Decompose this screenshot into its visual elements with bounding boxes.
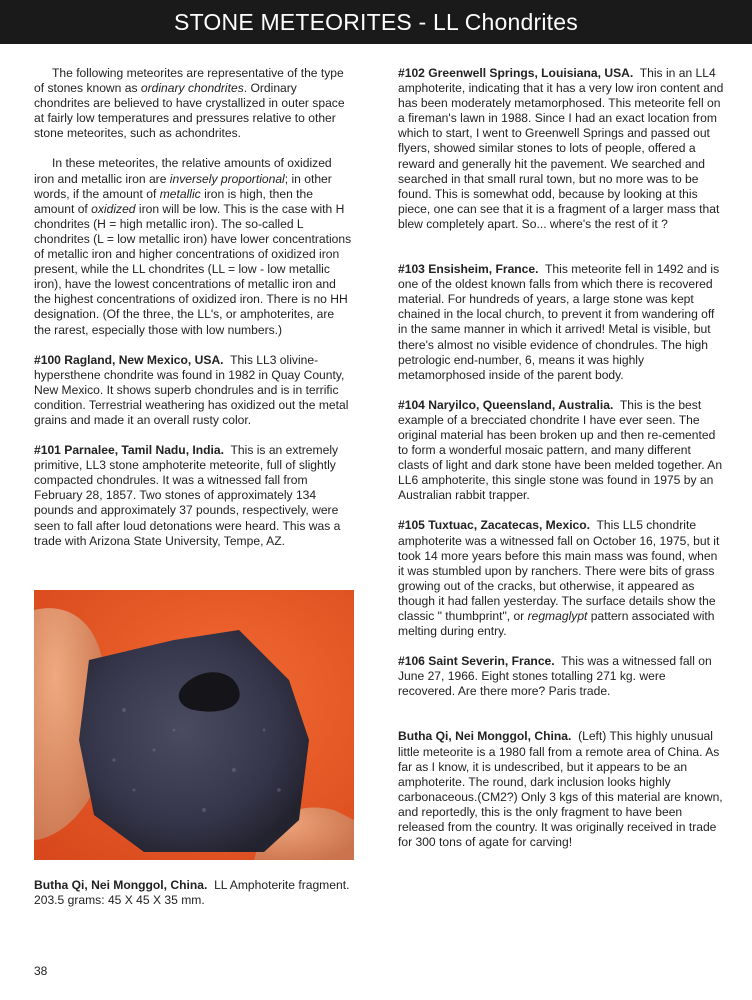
- entry-101: #101 Parnalee, Tamil Nadu, India. This is an extremely primitive, LL3 stone amphoterite meteorite, full of slightly compacted chondrules. It was a witnessed fall from February 28, 1857. Two stones of approximately 134 pounds and approximately 37 pounds, respectively, were seen to fall after loud detonations were heard. This was a trade with Arizona State University, Tempe, AZ.: [34, 443, 341, 548]
- right-column: [398, 66, 724, 865]
- entry-104: #104 Naryilco, Queensland, Australia. This is the best example of a brecciated chondrite I have ever seen. The original material has been broken up and then re-cemented to form a wonderful mosaic pattern, and many different clasts of light and dark stone have been melded together. An LL6 amphoterite, this single stone was found in 1975 by an Australian rabbit trapper.: [398, 397, 723, 503]
- page-title: STONE METEORITES - LL Chondrites: [0, 0, 752, 44]
- meteorite-image: [34, 590, 354, 860]
- photo-caption: Butha Qi, Nei Monggol, China. LL Amphoterite fragment. 203.5 grams: 45 X 45 X 35 mm.: [34, 878, 350, 908]
- entry-105: #105 Tuxtuac, Zacatecas, Mexico. This LL5 chondrite amphoterite was a witnessed fall on October 16, 1975, but it took 14 more years before this main mass was found, when it was stumbled upon by ranchers. There were bits of grass growing out of the cracks, but otherwise, it appeared as though it had fallen yesterday. The surface details show the classic " thumbprint", or regmaglypt pattern associated with melting during entry.: [398, 518, 720, 639]
- intro-paragraph-1: The following meteorites are representative of the type of stones known as ordinary chondrites. Ordinary chondrites are believed to have crystallized in outer space at fairly low temperatures and pressures relative to other stone meteorites, such as achondrites.: [34, 66, 345, 141]
- page-number: 38: [34, 964, 48, 978]
- entry-106: #106 Saint Severin, France. This was a witnessed fall on June 27, 1966. Eight stones totalling 271 kg. were recovered. Are there more? Paris trade.: [398, 654, 712, 699]
- intro-paragraph-2: In these meteorites, the relative amounts of oxidized iron and metallic iron are inversely proportional; in other words, if the amount of metallic iron is high, then the amount of oxidized iron will be low. This is the case with H chondrites (H = high metallic iron). The so-called L chondrites (L = low metallic iron) have lower concentrations of metallic iron and higher concentrations of oxidized iron present, while the LL chondrites (LL = low - low metallic iron), have the lowest concentrations of metallic iron and the highest concentrations of oxidized iron. There is no HH designation. (Of the three, the LL's, or amphoterites, are the rarest, especially those with low numbers.): [34, 156, 352, 337]
- entry-100: #100 Ragland, New Mexico, USA. This LL3 olivine-hypersthene chondrite was found in 1982 in Quay County, New Mexico. It shows superb chondrules and is in terrific condition. Terrestrial weathering has oxidized out the metal grains and made it an overall rusty color.: [34, 352, 349, 427]
- entry-102: #102 Greenwell Springs, Louisiana, USA. This in an LL4 amphoterite, indicating that it has a very low iron content and has been moderately metamorphosed. This meteorite fell on a fireman's lawn in 1988. Since I had an exact location from which to start, I went to Greenwell Springs and passed out flyers, showed similar stones to lots of people, offered a reward and generally hit the pavement. We searched and searched in that small rural town, but no more was to be found. This is somewhat odd, because by looking at this piece, one can see that it is a fragment of a larger mass that blew completely apart. So... where's the rest of it ?: [398, 66, 724, 231]
- entry-butha-qi: Butha Qi, Nei Monggol, China. (Left) This highly unusual little meteorite is a 1980 fall from a remote area of China. As far as I know, it is undescribed, but it appears to be an amphoterite. The round, dark inclusion looks highly carbonaceous.(CM2?) Only 3 kgs of this material are known, and reportedly, this is the only fragment to have been released from the country. It was originally received in trade for 300 tons of agate for carving!: [398, 729, 723, 850]
- left-column: [34, 66, 354, 564]
- meteorite-photo: [34, 590, 354, 860]
- entry-103: #103 Ensisheim, France. This meteorite fell in 1492 and is one of the oldest known falls from which there is recovered material. For hundreds of years, a large stone was kept chained in the local church, to prevent it from wandering off in the same manner in which it arrived! Metal is visible, but there's almost no visible evidence of chondrules. The high petrologic end-number, 6, means it was highly metamorphosed inside of the parent body.: [398, 262, 720, 382]
